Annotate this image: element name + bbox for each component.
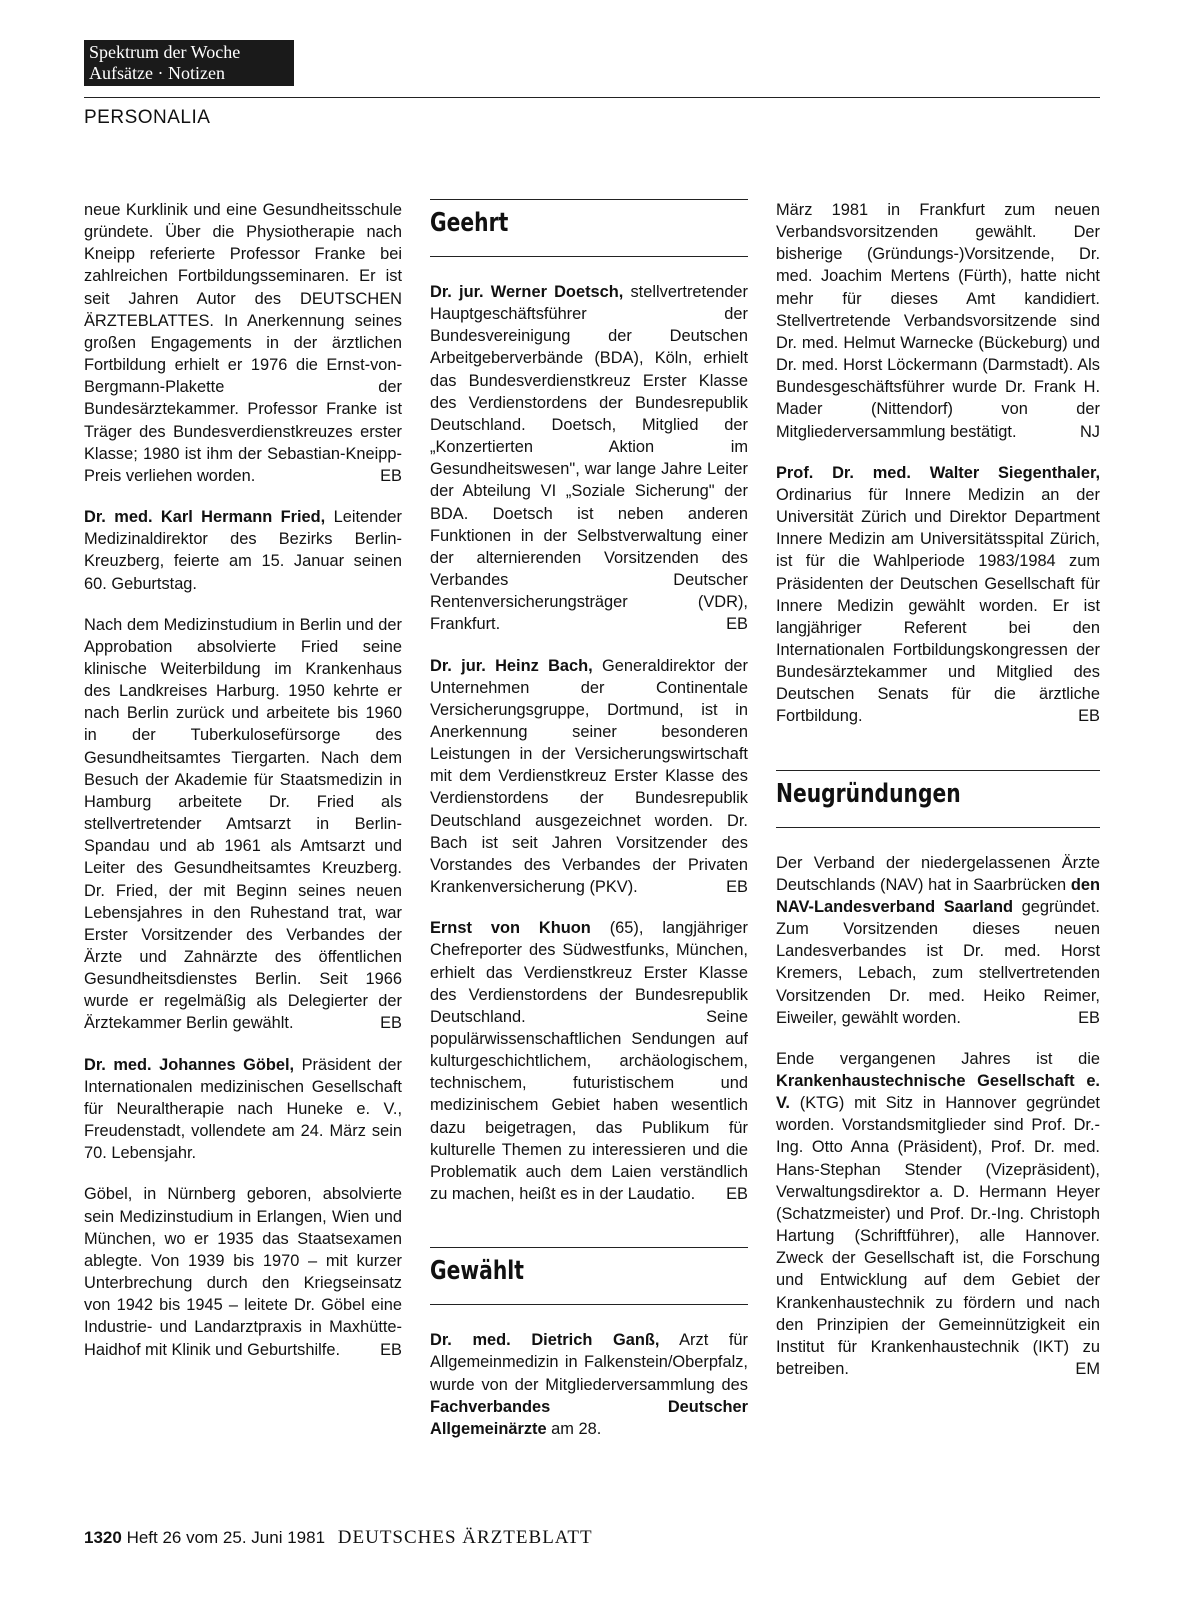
author-initials: EB xyxy=(380,466,402,485)
paragraph-text: (65), langjähriger Chefreporter des Südwestfunks, München, erhielt das Verdienstkreuz Erster Klasse des Verdienstordens der Bundesrepublik Deutschland. Seine populärwissenschaftlichen Sendungen auf kulturgeschichtlichem, archäologischem, technischem, futuristischem und medizinischem Gebiet haben wesentlich dazu beigetragen, das Publikum für kulturelle Themen zu interessieren und die Problematik auch dem Laien verständlich zu machen, heißt es in der Laudatio. xyxy=(430,919,748,1204)
paragraph-text: neue Kurklinik und eine Gesundheitsschule gründete. Über die Physiotherapie nach Kneipp referierte Professor Franke bei zahlreichen Fortbildungsseminaren. Er ist seit Jahren Autor des DEUTSCHEN ÄRZTEBLATTES. In Anerkennung seines großen Engagements in der ärztlichen Fortbildung erhielt er 1976 die Ernst-von-Bergmann-Plakette der Bundesärztekammer. Professor Franke ist Träger des Bundesverdienstkreuzes erster Klasse; 1980 ist ihm der Sebastian-Kneipp-Preis verliehen worden. xyxy=(84,201,402,485)
rubric-heading xyxy=(430,199,748,257)
author-initials: EB xyxy=(726,1185,748,1204)
paragraph-text: Ende vergangenen Jahres ist die xyxy=(776,1049,1100,1068)
header-rule xyxy=(84,97,1100,98)
person-name: Dr. med. Johannes Göbel, xyxy=(84,1055,295,1074)
paragraph-text: (KTG) mit Sitz in Hannover gegründet worden. Vorstandsmitglieder sind Prof. Dr.-Ing. Otto Anna (Präsident), Prof. Dr. med. Hans-Stephan Stender (Vizepräsident), Verwaltungsdirektor a. D. Hermann Heyer (Schatzmeister) und Prof. Dr.-Ing. Christoph Hartung (Schriftführer), alle Hannover. Zweck der Gesellschaft ist, die Forschung und Entwicklung auf dem Gebiet der Krankenhaustechnik zu fördern und nach den Prinzipien der Gemeinnützigkeit ein Institut für Krankenhaustechnik (IKT) zu betreiben. xyxy=(776,1094,1100,1379)
paragraph-text: Generaldirektor der Unternehmen der Continentale Versicherungsgruppe, Dortmund, ist in Anerkennung seiner besonderen Leistungen in der Versicherungswirtschaft mit dem Verdienstkreuz Erster Klasse des Verdienstordens der Bundesrepublik Deutschland ausgezeichnet worden. Dr. Bach ist seit Jahren Vorsitzender des Vorstandes des Verbandes der Privaten Krankenversicherung (PKV). xyxy=(430,656,749,897)
article-paragraph xyxy=(430,1329,748,1440)
author-initials: EB xyxy=(380,1014,402,1033)
masthead-line-1: Spektrum der Woche xyxy=(89,42,241,62)
paragraph-text: Nach dem Medizinstudium in Berlin und der Approbation absolvierte Fried seine klinische Weiterbildung im Krankenhaus des Landkreises Harburg. 1950 kehrte er nach Berlin zurück und arbeitete bis 1960 in der Tuberkulosefürsorge des Gesundheitsamtes Tiergarten. Nach dem Besuch der Akademie für Staatsmedizin in Hamburg arbeitete Dr. Fried als stellvertretender Amtsarzt in Berlin-Spandau und ab 1961 als Amtsarzt und Leiter des Gesundheitsamtes Kreuzberg. Dr. Fried, der mit Beginn seines neuen Lebensjahres in den Ruhestand trat, war Erster Vorsitzender des Verbandes der Ärzte und Zahnärzte des öffentlichen Gesundheitsdienstes Berlin. Seit 1966 wurde er regelmäßig als Delegierter der Ärztekammer Berlin gewählt. xyxy=(84,615,402,1033)
person-name: Dr. jur. Heinz Bach, xyxy=(430,656,593,675)
author-initials: EB xyxy=(726,878,748,897)
author-initials: NJ xyxy=(1079,422,1100,441)
article-paragraph xyxy=(776,1048,1100,1380)
rubric-title: Gewählt xyxy=(430,1256,524,1287)
paragraph-text: März 1981 in Frankfurt zum neuen Verbandsvorsitzenden gewählt. Der bisherige (Gründungs-)Vorsitzende, Dr. med. Joachim Mertens (Fürth), hatte nicht mehr für dieses Amt kandidiert. Stellvertretende Verbandsvorsitzende sind Dr. med. Helmut Warnecke (Bückeburg) und Dr. med. Horst Löckermann (Darmstadt). Als Bundesgeschäftsführer wurde Dr. Frank H. Mader (Nittendorf) von der Mitgliederversammlung bestätigt. xyxy=(776,201,1100,441)
paragraph-text: Leitender Medizinaldirektor des Bezirks Berlin-Kreuzberg, feierte am 15. Januar seinen 60. Geburtstag. xyxy=(84,508,402,593)
column-2 xyxy=(430,199,748,1459)
column-1 xyxy=(84,199,402,1380)
person-name: Prof. Dr. med. Walter Siegenthaler, xyxy=(776,463,1100,482)
author-initials: EM xyxy=(1075,1360,1100,1379)
article-paragraph xyxy=(430,655,748,899)
paragraph-text: Göbel, in Nürnberg geboren, absolvierte sein Medizinstudium in Erlangen, Wien und München, wo er 1935 das Staatsexamen ablegte. Von 1939 bis 1970 – mit kurzer Unterbrechung durch den Kriegseinsatz von 1942 bis 1945 – leitete Dr. Göbel eine Industrie- und Landarztpraxis in Maxhütte-Haidhof mit Klinik und Geburtshilfe. xyxy=(84,1185,402,1359)
rubric-title: Geehrt xyxy=(430,208,509,238)
article-paragraph xyxy=(430,281,748,636)
paragraph-text: Ordinarius für Innere Medizin an der Universität Zürich und Direktor Department Innere Medizin am Universitätsspital Zürich, ist für die Wahlperiode 1983/1984 zum Präsidenten der Deutschen Gesellschaft für Innere Medizin gewählt worden. Er ist langjähriger Referent bei den Internationalen Fortbildungskongressen der Bundesärztekammer und Mitglied des Deutschen Senats für die ärztliche Fortbildung. xyxy=(776,485,1100,726)
person-name: Dr. med. Dietrich Ganß, xyxy=(430,1331,660,1350)
article-paragraph xyxy=(84,614,402,1035)
author-initials: EB xyxy=(380,1340,402,1359)
paragraph-text: am 28. xyxy=(546,1419,602,1438)
rubric-heading xyxy=(430,1247,748,1305)
author-initials: EB xyxy=(726,615,748,634)
section-label: PERSONALIA xyxy=(84,107,211,128)
author-initials: EB xyxy=(1078,707,1100,726)
author-initials: EB xyxy=(1078,1008,1100,1027)
organization-name: den NAV-Landesverband Saarland xyxy=(776,875,1100,916)
person-name: Ernst von Khuon xyxy=(430,919,591,938)
paragraph-text: Arzt für Allgemeinmedizin in Falkenstein/Oberpfalz, wurde von der Mitgliederversammlung des xyxy=(430,1331,748,1394)
rubric-title: Neugründungen xyxy=(776,778,961,809)
organization-name: Fachverbandes Deutscher Allgemeinärzte xyxy=(430,1397,748,1438)
organization-name: Krankenhaustechnische Gesellschaft e. V. xyxy=(776,1072,1100,1113)
rubric-heading xyxy=(776,770,1100,828)
paragraph-text: gegründet. Zum Vorsitzenden dieses neuen Landesverbandes ist Dr. med. Horst Kremers, Lebach, zum stellvertretenden Vorsitzenden Dr. med. Heiko Reimer, Eiweiler, gewählt worden. xyxy=(776,897,1100,1027)
article-paragraph xyxy=(84,1183,402,1360)
masthead xyxy=(84,40,294,86)
issue-info: Heft 26 vom 25. Juni 1981 xyxy=(126,1528,326,1547)
paragraph-text: stellvertretender Hauptgeschäftsführer der Bundesvereinigung der Deutschen Arbeitgeberverbände (BDA), Köln, erhielt das Bundesverdienstkreuz Erster Klasse des Verdienstordens der Bundesrepublik Deutschland. Doetsch, Mitglied der „Konzertierten Aktion im Gesundheitswesen", war lange Jahre Leiter der Abteilung VI „Soziale Sicherung" der BDA. Doetsch ist neben anderen Funktionen in der Selbstverwaltung einer der alternierenden Vorsitzenden des Verbandes Deutscher Rentenversicherungsträger (VDR), Frankfurt. xyxy=(430,283,749,634)
person-name: Dr. jur. Werner Doetsch, xyxy=(430,283,624,301)
article-paragraph xyxy=(84,1054,402,1165)
page-number: 1320 xyxy=(84,1528,122,1547)
magazine-title: DEUTSCHES ÄRZTEBLATT xyxy=(337,1527,593,1548)
person-name: Dr. med. Karl Hermann Fried, xyxy=(84,508,326,527)
page-footer xyxy=(84,1527,593,1549)
masthead-line-2: Aufsätze · Notizen xyxy=(89,63,225,83)
paragraph-text: Der Verband der niedergelassenen Ärzte Deutschlands (NAV) hat in Saarbrücken xyxy=(776,853,1100,894)
article-paragraph xyxy=(776,852,1100,1029)
article-paragraph xyxy=(430,917,748,1205)
article-paragraph xyxy=(84,199,402,487)
article-paragraph xyxy=(776,462,1100,728)
column-3 xyxy=(776,199,1100,1399)
article-paragraph xyxy=(776,199,1100,443)
paragraph-text: Präsident der Internationalen medizinischen Gesellschaft für Neuraltherapie nach Huneke e. V., Freudenstadt, vollendete am 24. März sein 70. Lebensjahr. xyxy=(84,1055,402,1163)
article-paragraph xyxy=(84,506,402,595)
